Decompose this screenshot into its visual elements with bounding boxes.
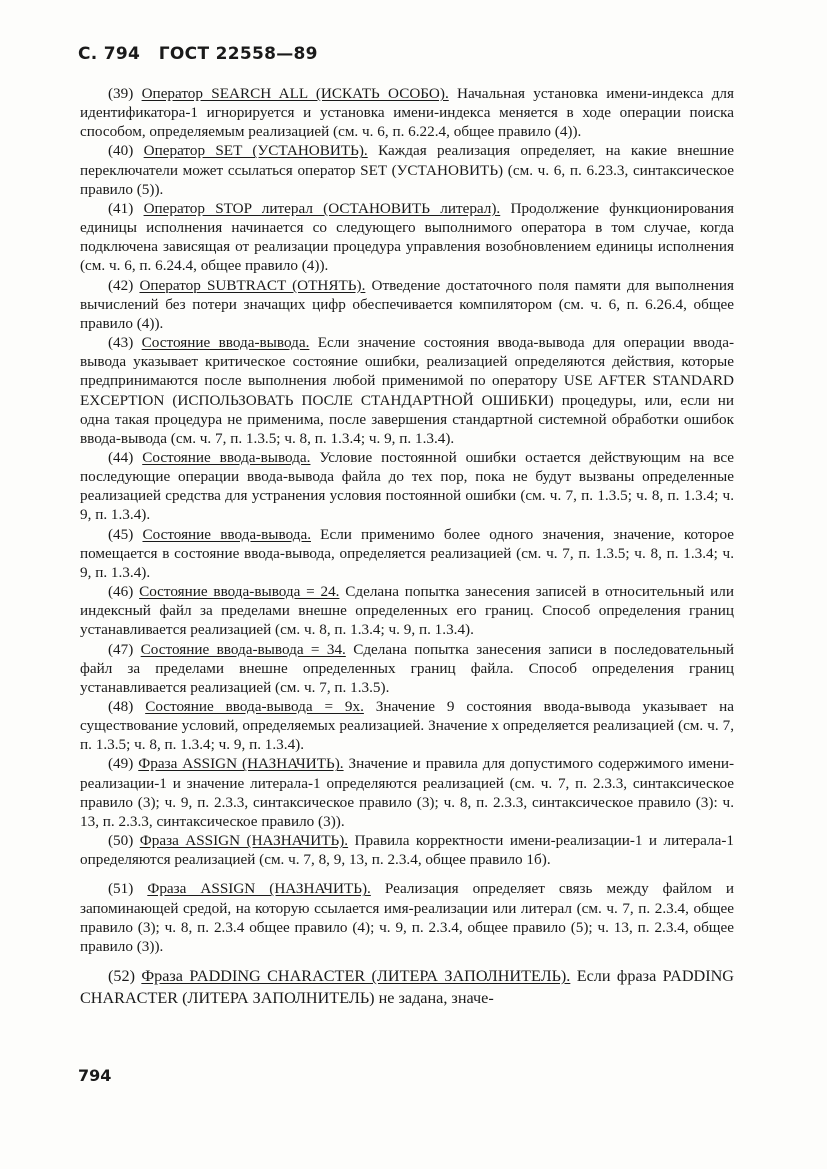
entry-41: [80, 199, 734, 276]
entry-number: (40): [108, 142, 134, 160]
page-number: 794: [78, 1066, 112, 1085]
entry-body: Сделана попытка занесения записей в относительный или индексный файл за пределами внешне определенных его границ. Способ определения границ устанавливается реализацией (см. ч. 8, п. 1.3.4; ч. 9, п. 1.3.4).: [80, 583, 735, 639]
entry-body: Начальная установка имени-индекса для идентификатора-1 игнорируется и установка имени-индекса меняется в ходе операции поиска способом, определяемым реализацией (см. ч. 6, п. 6.22.4, общее правило (4)).: [80, 85, 734, 141]
page-label: С. 794: [78, 44, 141, 64]
entry-number: (51): [108, 880, 134, 898]
entry-number: (50): [108, 832, 134, 850]
entry-heading: Состояние ввода-вывода.: [142, 525, 311, 543]
entry-heading: Состояние ввода-вывода.: [141, 334, 310, 352]
entry-44: [80, 448, 734, 525]
entry-body: Правила корректности имени-реализации-1 и литерала-1 определяются реализацией (см. ч. 7, 8, 9, 13, п. 2.3.4, общее правило 1б).: [80, 832, 735, 869]
entry-heading: Фраза ASSIGN (НАЗНАЧИТЬ).: [138, 755, 344, 773]
entry-heading: Состояние ввода-вывода.: [142, 448, 311, 466]
entry-50: [80, 831, 734, 869]
entry-48: [80, 697, 734, 754]
entry-number: (46): [108, 583, 134, 601]
entry-body: Отведение достаточного поля памяти для выполнения вычислений без потери значащих цифр обеспечивается компилятором (см. ч. 6, п. 6.26.4, общее правило (4)).: [80, 276, 735, 332]
entry-body: Значение и правила для допустимого содержимого имени-реализации-1 и значение литерала-1 определяются реализацией (см. ч. 7, п. 2.3.3, синтаксическое правило (3); ч. 9, п. 2.3.3, синтаксическое правило (3); ч. 8, п. 2.3.3, синтаксическое правило (3): ч. 13, п. 2.3.3, синтаксическое правило (3)).: [80, 755, 735, 830]
entry-40: [80, 141, 734, 198]
entry-body: Условие постоянной ошибки остается действующим на все последующие операции ввода-вывода файла до тех пор, пока не будут вызваны определенные реализацией средства для устранения условия постоянной ошибки (см. ч. 7, п. 1.3.5; ч. 8, п. 1.3.4; ч. 9, п. 1.3.4).: [80, 448, 735, 524]
entry-heading: Оператор SEARCH ALL (ИСКАТЬ ОСОБО).: [141, 85, 449, 102]
entry-body: Если фраза PADDING CHARACTER (ЛИТЕРА ЗАПОЛНИТЕЛЬ) не задана, значе-: [80, 967, 734, 1007]
entry-heading: Оператор SUBTRACT (ОТНЯТЬ).: [139, 276, 366, 294]
entry-body: Если применимо более одного значения, значение, которое помещается в состояние ввода-вывода, определяется реализацией (см. ч. 7, п. 1.3.5; ч. 8, п. 1.3.4; ч. 9, п. 1.3.4).: [80, 525, 735, 581]
entry-number: (49): [108, 755, 134, 773]
entry-heading: Фраза ASSIGN (НАЗНАЧИТЬ).: [139, 832, 349, 850]
entry-43: [80, 333, 734, 448]
entry-number: (39): [108, 85, 134, 102]
entry-body: Если значение состояния ввода-вывода для операции ввода-вывода указывает критическое состояние ошибки, реализацией определяются действия, которые предпринимаются после выполнения любой применимой по оператору USE AFTER STANDARD EXCEPTION (ИСПОЛЬЗОВАТЬ ПОСЛЕ СТАНДАРТНОЙ ОШИБКИ) процедуры, или, если ни одна такая процедура не применима, после завершения стандартной системной обработки ошибок ввода-вывода (см. ч. 7, п. 1.3.5; ч. 8, п. 1.3.4; ч. 9, п. 1.3.4).: [80, 334, 734, 447]
entry-number: (48): [108, 698, 134, 715]
entry-47: [80, 640, 734, 697]
entry-body: Каждая реализация определяет, на какие внешние переключатели может ссылаться оператор SET (УСТАНОВИТЬ) (см. ч. 6, п. 6.23.3, синтаксическое правило (5)).: [80, 142, 735, 198]
entry-number: (52): [108, 967, 135, 986]
entry-39: [80, 84, 734, 141]
entry-heading: Состояние ввода-вывода = 34.: [140, 640, 346, 658]
entry-heading: Фраза ASSIGN (НАЗНАЧИТЬ).: [147, 880, 371, 898]
entry-52: [80, 966, 734, 1009]
entry-number: (45): [108, 525, 134, 543]
entry-46: [80, 582, 734, 639]
entry-body: Продолжение функционирования единицы исполнения начинается со следующего выполнимого оператора в том случае, когда подключена зависящая от реализации процедура управления возобновлением единицы исполнения (см. ч. 6, п. 6.24.4, общее правило (4)).: [80, 199, 734, 275]
entry-number: (41): [108, 199, 134, 217]
entry-number: (43): [108, 334, 134, 352]
standard-number: ГОСТ 22558—89: [158, 44, 318, 64]
entry-51: [80, 879, 734, 956]
entry-body: Сделана попытка занесения записи в последовательный файл за пределами внешне определенных границ файла. Способ определения границ устанавливается реализацией (см. ч. 7, п. 1.3.5).: [80, 640, 735, 696]
entry-heading: Оператор STOP литерал (ОСТАНОВИТЬ литерал).: [143, 199, 501, 217]
entry-number: (42): [108, 276, 134, 294]
entry-heading: Состояние ввода-вывода = 9х.: [145, 698, 364, 715]
entry-body: Реализация определяет связь между файлом и запоминающей средой, на которую ссылается имя-реализации или литерал (см. ч. 7, п. 2.3.4, общее правило (3); ч. 8, п. 2.3.4 общее правило (4); ч. 9, п. 2.3.4, общее правило (5); ч. 13, п. 2.3.4, общее правило (3)).: [80, 880, 735, 955]
entry-49: [80, 754, 734, 831]
entry-heading: Состояние ввода-вывода = 24.: [139, 583, 340, 601]
entry-body: Значение 9 состояния ввода-вывода указывает на существование условий, определяемых реализацией. Значение х определяется реализацией (см. ч. 7, п. 1.3.5; ч. 8, п. 1.3.4; ч. 9, п. 1.3.4).: [80, 698, 735, 754]
running-head: [78, 44, 318, 64]
entry-number: (47): [108, 640, 134, 658]
body-text: [80, 84, 734, 1009]
entry-number: (44): [108, 448, 134, 466]
entry-45: [80, 525, 734, 582]
entry-42: [80, 276, 734, 333]
entry-heading: Фраза PADDING CHARACTER (ЛИТЕРА ЗАПОЛНИТЕЛЬ).: [141, 967, 571, 986]
entry-heading: Оператор SET (УСТАНОВИТЬ).: [143, 142, 368, 160]
